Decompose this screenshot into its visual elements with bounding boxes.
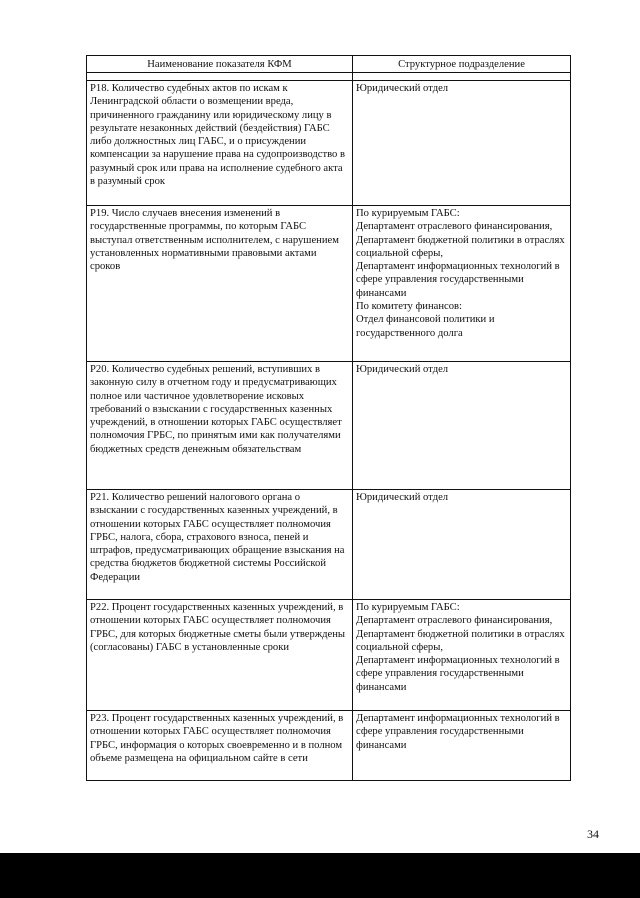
department-cell: Юридический отдел [353,490,571,600]
spacer-row [87,73,571,81]
table-row [87,206,571,362]
table-row [87,600,571,711]
department-cell: По курируемым ГАБС: Департамент отраслевого финансирования, Департамент бюджетной политики в отраслях социальной сферы, Департамент информационных технологий в сфере управления государственными финансами [353,600,571,711]
department-cell: Юридический отдел [353,81,571,206]
table-row [87,490,571,600]
indicator-cell: Р18. Количество судебных актов по искам к Ленинградской области о возмещении вреда, причиненного гражданину или юридическому лицу в результате незаконных действий (бездействия) ГАБС либо должностных лиц ГАБС, и о присуждении компенсации за нарушение права на судопроизводство в разумный срок или права на исполнение судебного акта в разумный срок [87,81,353,206]
header-department: Структурное подразделение [353,56,571,73]
table-row [87,711,571,781]
scan-border-bar [0,853,640,898]
table-row [87,81,571,206]
indicator-cell: Р22. Процент государственных казенных учреждений, в отношении которых ГАБС осуществляет полномочия ГРБС, для которых бюджетные сметы были утверждены (согласованы) ГАБС в установленные сроки [87,600,353,711]
table-header-row [87,56,571,73]
kfm-table [86,55,571,781]
indicator-cell: Р19. Число случаев внесения изменений в государственные программы, по которым ГАБС выступал ответственным исполнителем, с нарушением установленных нормативными правовыми актами сроков [87,206,353,362]
header-indicator: Наименование показателя КФМ [87,56,353,73]
department-cell: По курируемым ГАБС: Департамент отраслевого финансирования, Департамент бюджетной политики в отраслях социальной сферы, Департамент информационных технологий в сфере управления государственными финансами По комитету финансов: Отдел финансовой политики и государственного долга [353,206,571,362]
page-number: 34 [587,827,599,841]
table-row [87,362,571,490]
indicator-cell: Р20. Количество судебных решений, вступивших в законную силу в отчетном году и предусматривающих полное или частичное удовлетворение исковых требований о взыскании с государственных казенных учреждений, в отношении которых ГАБС осуществляет полномочия ГРБС, по принятым ими как получателями бюджетных средств денежным обязательствам [87,362,353,490]
indicator-cell: Р21. Количество решений налогового органа о взыскании с государственных казенных учреждений, в отношении которых ГАБС осуществляет полномочия ГРБС, налога, сбора, страхового взноса, пеней и штрафов, предусматривающих обращение взыскания на средства бюджетов бюджетной системы Российской Федерации [87,490,353,600]
department-cell: Юридический отдел [353,362,571,490]
indicator-cell: Р23. Процент государственных казенных учреждений, в отношении которых ГАБС осуществляет полномочия ГРБС, информация о которых своевременно и в полном объеме размещена на официальном сайте в сети [87,711,353,781]
department-cell: Департамент информационных технологий в сфере управления государственными финансами [353,711,571,781]
